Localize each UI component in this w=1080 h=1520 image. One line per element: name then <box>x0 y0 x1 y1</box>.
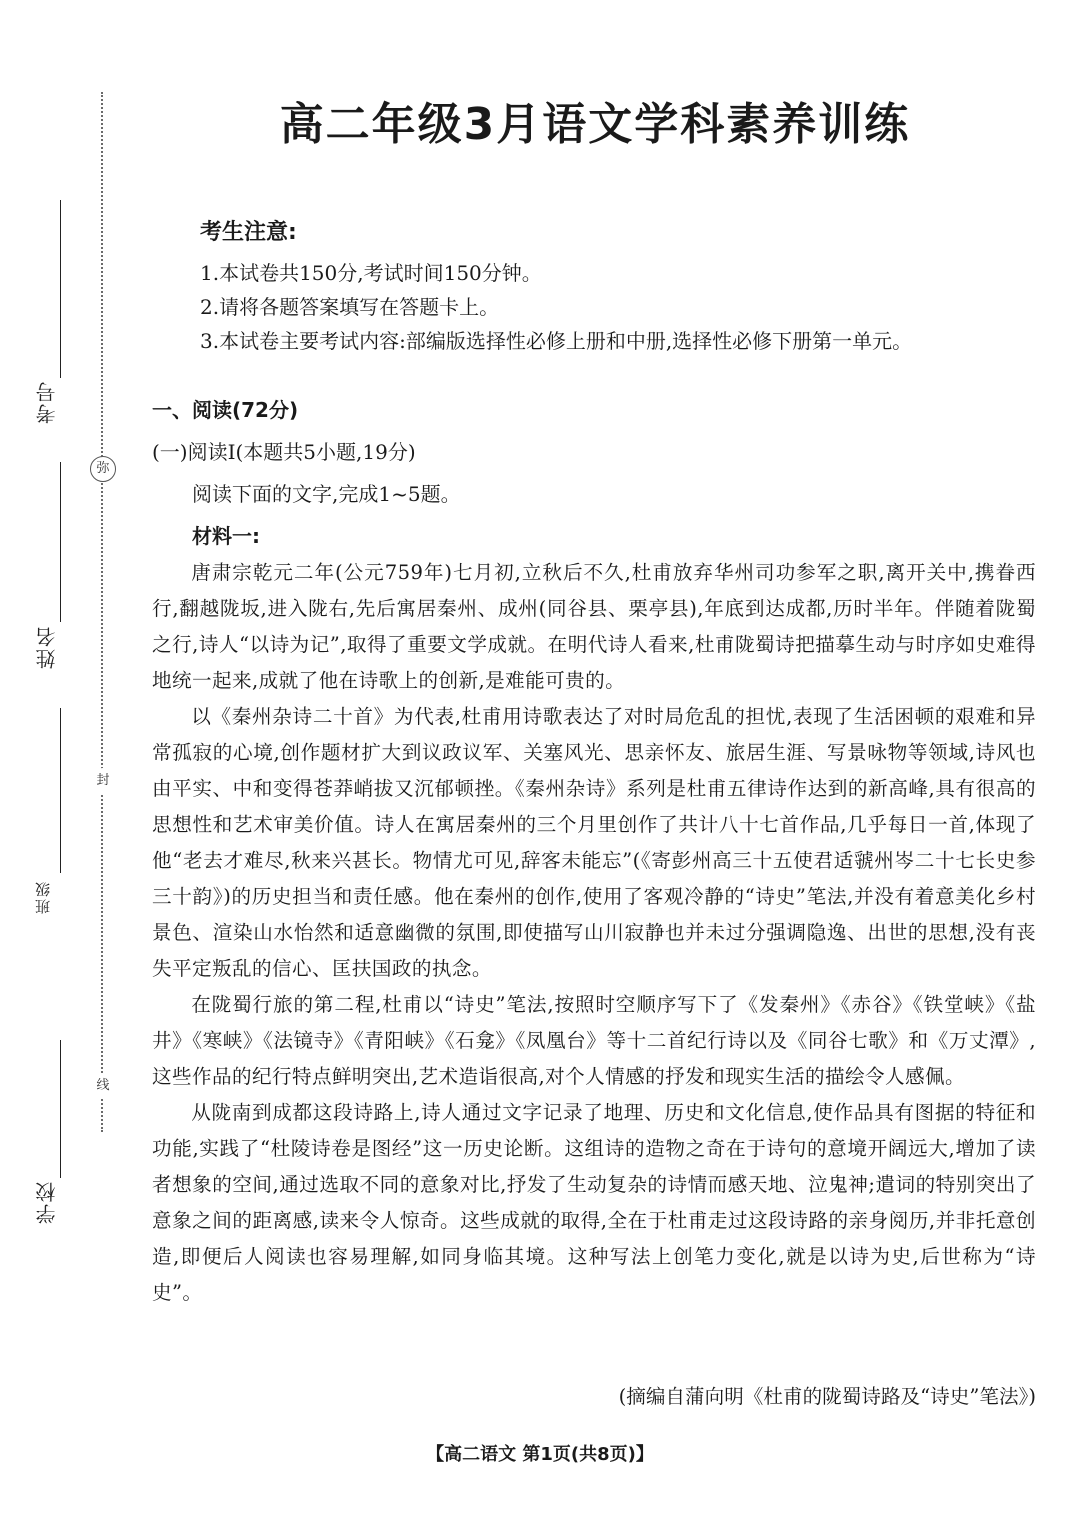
passage-paragraph: 在陇蜀行旅的第二程,杜甫以“诗史”笔法,按照时空顺序写下了《发秦州》《赤谷》《铁堂峡》《盐井》《寒峡》《法镜寺》《青阳峡》《石龛》《凤凰台》等十二首纪行诗以及《同谷七歌》和《万丈潭》,这些作品的纪行特点鲜明突出,艺术造诣很高,对个人情感的抒发和现实生活的描绘令人感佩。 <box>152 993 1036 1088</box>
notice-item-2: 2.请将各题答案填写在答题卡上。 <box>200 295 500 319</box>
exam-notice <box>200 215 1040 358</box>
page-footer: 【高二语文 第1页(共8页)】 <box>426 1444 654 1465</box>
seal-char-mi: 弥 <box>90 456 116 482</box>
school-blank[interactable] <box>60 1040 61 1178</box>
seal-char-feng: 封 <box>90 768 116 794</box>
seal-char-xian: 线 <box>90 1073 116 1099</box>
passage-paragraph: 从陇南到成都这段诗路上,诗人通过文字记录了地理、历史和文化信息,使作品具有图据的特征和功能,实践了“杜陵诗卷是图经”这一历史论断。这组诗的造物之奇在于诗句的意境开阔远大,增加了读者想象的空间,通过选取不同的意象对比,抒发了生动复杂的诗情而感天地、泣鬼神;遣词的特别突出了意象之间的距离感,读来令人惊奇。这些成就的取得,全在于杜甫走过这段诗路的亲身阅历,并非托意创造,即便后人阅读也容易理解,如同身临其境。这种写法上创笔力变化,就是以诗为史,后世称为“诗史”。 <box>152 1101 1036 1304</box>
material-label: 材料一: <box>192 524 260 548</box>
passage-paragraph: 唐肃宗乾元二年(公元759年)七月初,立秋后不久,杜甫放弃华州司功参军之职,离开关中,携眷西行,翻越陇坂,进入陇右,先后寓居秦州、成州(同谷县、栗亭县),年底到达成都,历时半年。伴随着陇蜀之行,诗人“以诗为记”,取得了重要文学成就。在明代诗人看来,杜甫陇蜀诗把描摹生动与时序如史难得地统一起来,成就了他在诗歌上的创新,是难能可贵的。 <box>152 561 1036 692</box>
notice-title: 考生注意: <box>200 220 297 245</box>
passage-paragraph: 以《秦州杂诗二十首》为代表,杜甫用诗歌表达了对时局危乱的担忧,表现了生活困顿的艰难和异常孤寂的心境,创作题材扩大到议政议军、关塞风光、思亲怀友、旅居生涯、写景咏物等领域,诗风也由平实、中和变得苍莽峭拔又沉郁顿挫。《秦州杂诗》系列是杜甫五律诗作达到的新高峰,具有很高的思想性和艺术审美价值。诗人在寓居秦州的三个月里创作了共计八十七首作品,几乎每日一首,体现了他“老去才难尽,秋来兴甚长。物情尤可见,辞客未能忘”(《寄彭州高三十五使君适虢州岑二十七长史参三十韵》)的历史担当和责任感。他在秦州的创作,使用了客观冷静的“诗史”笔法,并没有着意美化乡村景色、渲染山水怡然和适意幽微的氛围,即使描写山川寂静也并未过分强调隐逸、出世的思想,没有丧失平定叛乱的信心、匡扶国政的执念。 <box>152 705 1036 980</box>
exam-number-blank[interactable] <box>60 200 61 378</box>
reading-instruction: 阅读下面的文字,完成1~5题。 <box>192 482 461 506</box>
notice-item-1: 1.本试卷共150分,考试时间150分钟。 <box>200 261 542 285</box>
section-title: 一、阅读(72分) <box>152 398 299 422</box>
subsection-title: (一)阅读Ⅰ(本题共5小题,19分) <box>152 440 416 464</box>
notice-item-3: 3.本试卷主要考试内容:部编版选择性必修上册和中册,选择性必修下册第一单元。 <box>200 329 913 353</box>
reading-passage <box>152 555 1036 1311</box>
school-label: 学校 <box>35 1180 59 1224</box>
binding-dotted-line <box>101 92 103 1132</box>
passage-source: (摘编自蒲向明《杜甫的陇蜀诗路及“诗史”笔法》) <box>618 1385 1036 1408</box>
class-label: 班级 <box>34 880 52 914</box>
page-title: 高二年级3月语文学科素养训练 <box>279 99 911 150</box>
exam-number-label: 考号 <box>35 380 59 424</box>
class-blank[interactable] <box>60 708 61 873</box>
name-blank[interactable] <box>60 462 61 622</box>
name-label: 姓名 <box>35 625 59 669</box>
